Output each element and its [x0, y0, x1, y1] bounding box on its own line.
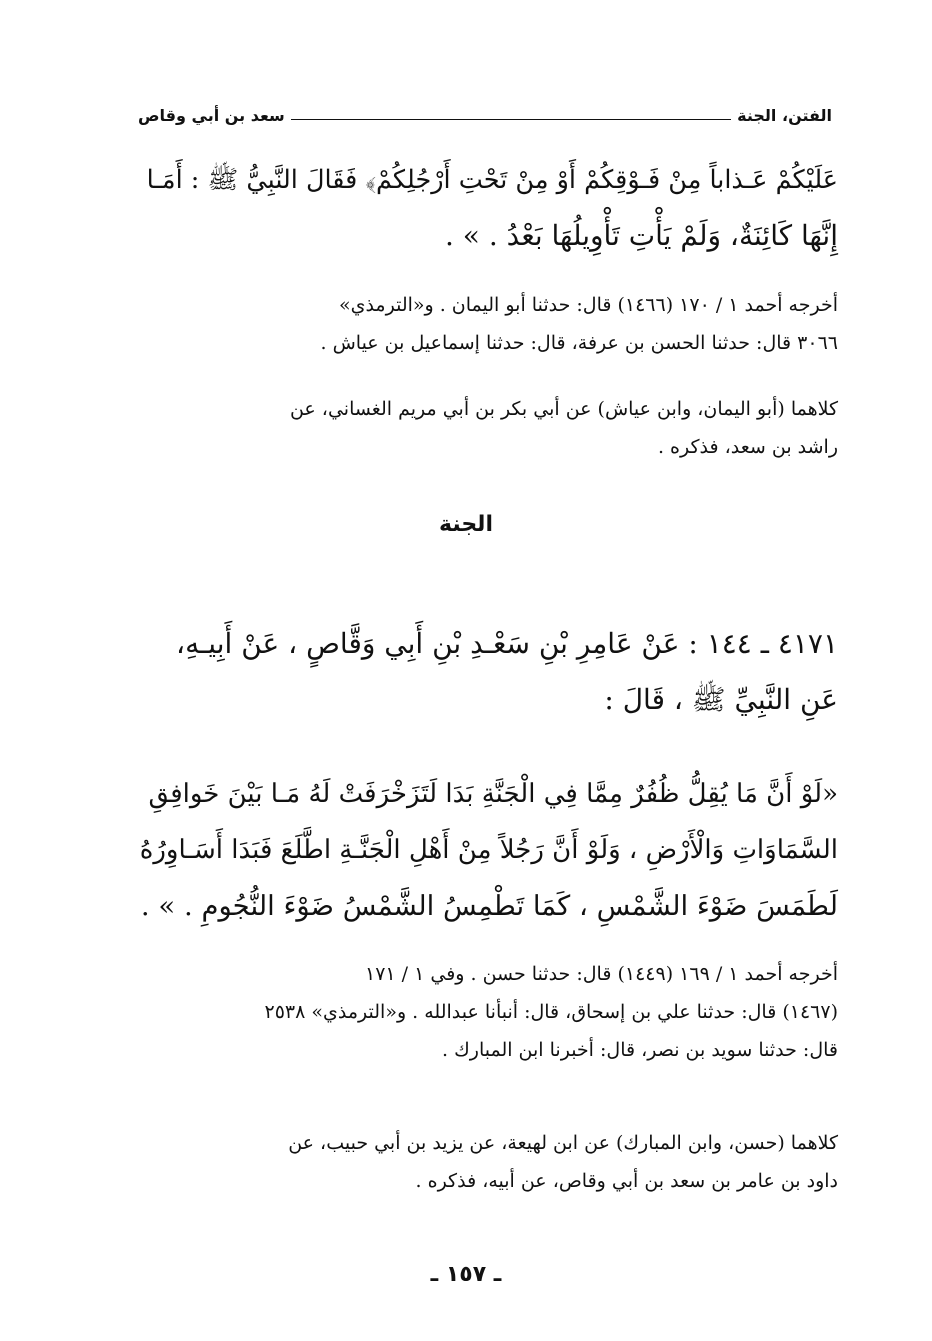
text-line: «لَوْ أَنَّ مَا يُقِلُّ ظُفُرٌ مِمَّا فِي الْجَنَّةِ بَدَا لَتَزَخْرَفَتْ لَهُ مَـا بَيْنَ خَوافِقِ [148, 779, 838, 809]
bottom-chain-note [138, 1124, 838, 1200]
section-title: الجنة [439, 512, 493, 537]
text-line: لَطَمَسَ ضَوْءَ الشَّمْسِ ، كَمَا تَطْمِسُ الشَّمْسُ ضَوْءَ النُّجُومِ . » . [140, 890, 838, 922]
hadith-intro [138, 616, 838, 728]
header-chapter-title: الفتن، الجنة [737, 105, 832, 125]
text-line: عَنِ النَّبِيِّ ﷺ ، قَالَ : [604, 683, 838, 716]
text-line: داود بن عامر بن سعد بن أبي وقاص، عن أبيه، فذكره . [415, 1170, 838, 1192]
page-number: ـ ١٥٧ ـ [430, 1262, 502, 1287]
text-line: كلاهما (أبو اليمان، وابن عياش) عن أبي بكر بن أبي مريم الغساني، عن [289, 398, 838, 420]
text-line: السَّمَاوَاتِ وَالْأَرْضِ ، وَلَوْ أَنَّ رَجُلاً مِنْ أَهْلِ الْجَنَّـةِ اطَّلَعَ فَبَدَا أَسَـاوِرُهُ [139, 835, 838, 865]
text-line: كلاهما (حسن، وابن المبارك) عن ابن لهيعة، عن يزيد بن أبي حبيب، عن [288, 1132, 838, 1154]
text-line: عَلَيْكُمْ عَـذاباً مِنْ فَـوْقِكُمْ أَوْ مِنْ تَحْتِ أَرْجُلِكُمْ﴾ فَقَالَ النَّبِيُّ ﷺ : أَمَـا [146, 165, 838, 195]
header-rule [291, 119, 731, 120]
header-companion-name: سعد بن أبي وقاص [138, 105, 285, 125]
bottom-takhrij-note [138, 955, 838, 1069]
top-chain-note [138, 390, 838, 466]
text-line: (١٤٦٧) قال: حدثنا علي بن إسحاق، قال: أنبأنا عبدالله . و«الترمذي» ٢٥٣٨ [264, 1001, 838, 1023]
text-line: قال: حدثنا سويد بن نصر، قال: أخبرنا ابن المبارك . [442, 1039, 838, 1061]
text-line: أخرجه أحمد ١ / ١٦٩ (١٤٤٩) قال: حدثنا حسن . وفي ١ / ١٧١ [365, 963, 838, 985]
top-hadith-continuation [138, 152, 838, 264]
text-line: إِنَّهَا كَائِنَةٌ، وَلَمْ يَأْتِ تَأْوِيلُهَا بَعْدُ . » . [444, 219, 838, 252]
text-line: ٣٠٦٦ قال: حدثنا الحسن بن عرفة، قال: حدثنا إسماعيل بن عياش . [320, 332, 838, 354]
hadith-text [138, 766, 838, 934]
text-line: ٤١٧١ ـ ١٤٤ : عَنْ عَامِرِ بْنِ سَعْـدِ بْنِ أَبِي وَقَّاصٍ ، عَنْ أَبِيـهِ، [176, 627, 838, 660]
text-line: راشد بن سعد، فذكره . [657, 436, 838, 458]
top-takhrij-note [138, 286, 838, 362]
text-line: أخرجه أحمد ١ / ١٧٠ (١٤٦٦) قال: حدثنا أبو اليمان . و«الترمذي» [338, 294, 838, 316]
running-header [138, 100, 832, 130]
